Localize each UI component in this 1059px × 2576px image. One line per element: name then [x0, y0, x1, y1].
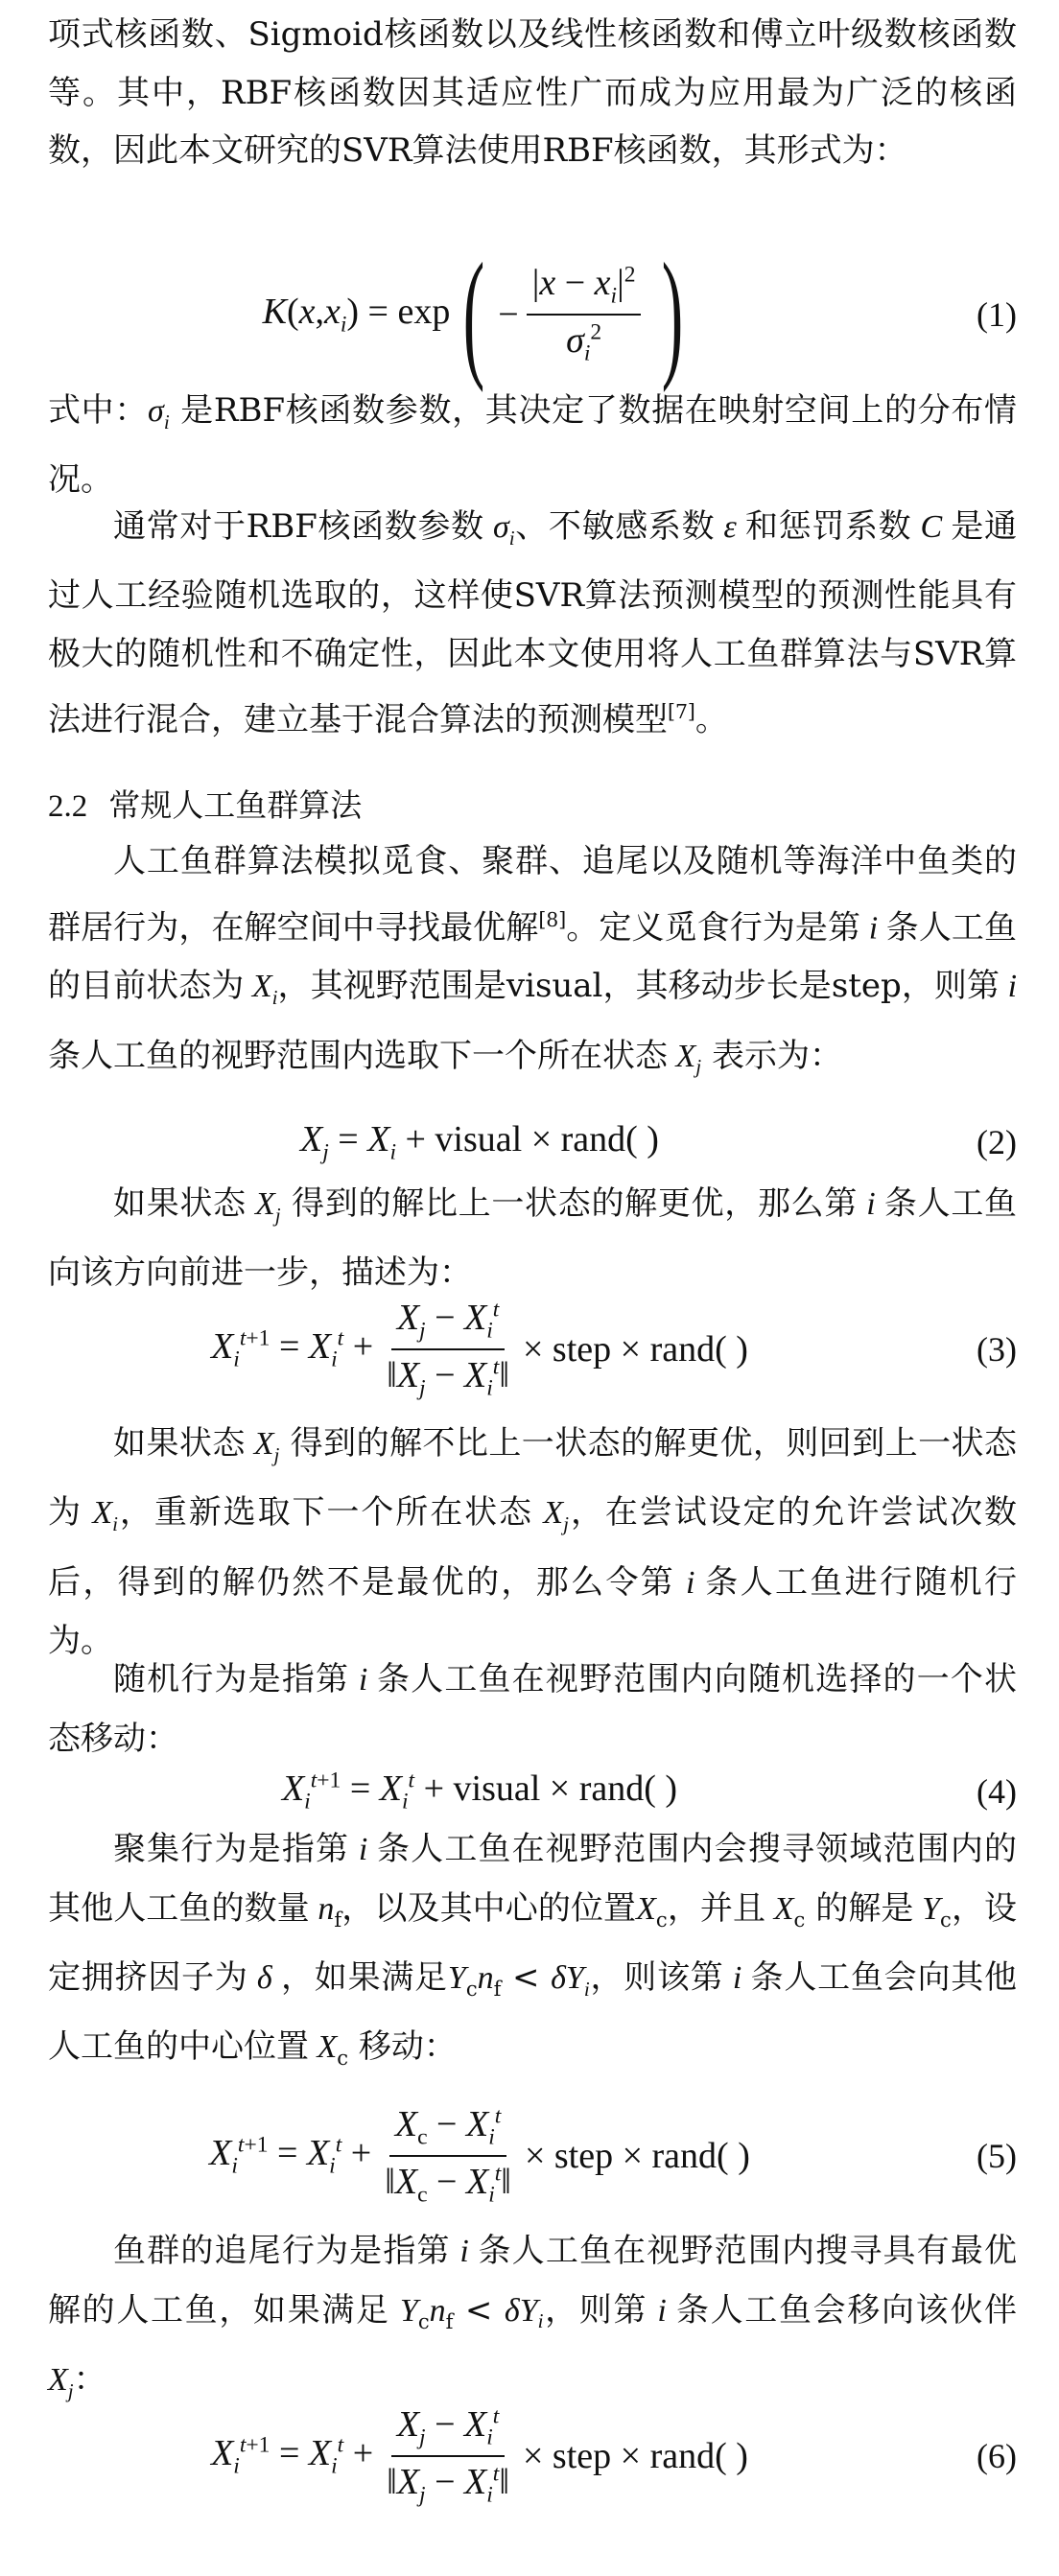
paragraph-return: 如果状态 $X_j$ 得到的解不比上一状态的解更优，则回到上一状态为 $X_i$，重新选取下一个所在状态 $X_j$，在尝试设定的允许尝试次数后，得到的解仍然不是最优的，那么令第 i 条人工鱼进行随机行为。: [48, 1424, 1018, 1661]
text-span: 。定义觅食行为是第: [566, 907, 861, 947]
text-span: 的解是: [815, 1888, 914, 1928]
text-span: 、不敏感系数: [514, 507, 716, 546]
paragraph-random: 随机行为是指第 i 条人工鱼在视野范围内向随机选择的一个状态移动：: [48, 1660, 1018, 1758]
text-span: 鱼群的追尾行为是指第: [113, 2232, 451, 2270]
section-heading: [48, 777, 1017, 835]
equation-3: [48, 1297, 1017, 1402]
equation-6: [48, 2403, 1017, 2509]
text-span: 是RBF核函数参数，其决定了数据在映射空间上的分布情况。: [48, 391, 1018, 500]
text-span: 聚集行为是指第: [113, 1830, 350, 1868]
equation-body: $X_i^{t+1} = X_i^t$ + $\frac{X_j - X_i^t}{‖X_j - X_i^t‖}$ × step × rand( ): [211, 1297, 748, 1401]
text-span: ，在尝试设定的允许尝试次数后，得到的解仍然不是最优的，那么令第: [48, 1493, 1018, 1602]
equation-number: (3): [977, 1330, 1017, 1369]
text-span: 得到的解比上一状态的解更优，那么第: [292, 1184, 859, 1223]
equation-body: $X_j = X_i$ + visual × rand( ): [300, 1119, 659, 1165]
paragraph-foraging: 人工鱼群算法模拟觅食、聚群、追尾以及随机等海洋中鱼类的群居行为，在解空间中寻找最优解[8]。定义觅食行为是第 i 条人工鱼的目前状态为 $X_i$，其视野范围是visual，其移动步长是step，则第 i 条人工鱼的视野范围内选取下一个所在状态 $X_j$ 表示为：: [48, 842, 1018, 1079]
text-span: 如果状态: [113, 1424, 246, 1463]
text-span: 。: [694, 700, 728, 739]
paragraph-following: 鱼群的追尾行为是指第 i 条人工鱼在视野范围内搜寻具有最优解的人工鱼，如果满足 $Y_cn_f < \delta Y_i$，则第 i 条人工鱼会移向该伙伴 $X_j$：: [48, 2232, 1018, 2402]
text-span: ，并且: [667, 1888, 766, 1928]
text-span: 条人工鱼的视野范围内选取下一个所在状态: [48, 1036, 668, 1075]
equation-body: $X_i^{t+1} = X_i^t$ + visual × rand( ): [281, 1768, 678, 1815]
text-span: 条人工鱼向该方向前进一步，描述为：: [48, 1184, 1018, 1293]
text-span: 条人工鱼在视野范围内会搜寻领域范围内的其他人工鱼的数量: [48, 1830, 1018, 1928]
text-span: 是通过人工经验随机选取的，这样使SVR算法预测模型的预测性能具有极大的随机性和不确定性，因此本文使用将人工鱼群算法与SVR算法进行混合，建立基于混合算法的预测模型: [48, 507, 1018, 739]
paragraph-parameters: 通常对于RBF核函数参数 $\sigma_i$、不敏感系数 ε 和惩罚系数 C 是通过人工经验随机选取的，这样使SVR算法预测模型的预测性能具有极大的随机性和不确定性，因此本文使用将人工鱼群算法与SVR算法进行混合，建立基于混合算法的预测模型[7]。: [48, 507, 1018, 739]
paragraph-kernel-intro: [48, 6, 1017, 180]
text-span: 如果状态: [113, 1184, 247, 1223]
text-span: 条人工鱼进行随机行为。: [48, 1562, 1018, 1661]
citation: [8]: [538, 907, 567, 931]
text-span: ，则第: [543, 2290, 648, 2330]
text-span: 随机行为是指第: [113, 1660, 350, 1698]
equation-body: $K(x,x_i) = \exp$ ( − $\frac{|x - x_i|^2}{\sigma_i^2}$ ): [262, 234, 684, 393]
citation: [7]: [668, 700, 695, 724]
equation-number: (6): [977, 2437, 1017, 2475]
text-span: ，重新选取下一个所在状态: [117, 1493, 533, 1533]
paragraph-forward: 如果状态 $X_j$ 得到的解比上一状态的解更优，那么第 i 条人工鱼向该方向前进一步，描述为：: [48, 1184, 1018, 1293]
section-number: 2.2: [48, 789, 88, 824]
text-span: 和惩罚系数: [745, 507, 912, 546]
text-span: ，则该第: [589, 1957, 724, 1997]
text-span: 得到的解不比上一状态的解更优，则回到上一状态为: [48, 1424, 1018, 1533]
equation-5: [48, 2103, 1017, 2209]
text-span: ，设定拥挤因子为: [48, 1888, 1018, 1997]
equation-body: $X_i^{t+1} = X_i^t$ + $\frac{X_c - X_i^t}{‖X_c - X_i^t‖}$ × step × rand( ): [209, 2103, 750, 2208]
text-span: ，其视野范围是visual，其移动步长是step，则第: [277, 967, 1000, 1006]
paragraph-sigma: 式中：$\sigma_i$ 是RBF核函数参数，其决定了数据在映射空间上的分布情况。: [48, 391, 1018, 500]
equation-4: [48, 1763, 1017, 1820]
text-span: 条人工鱼会移向该伙伴: [675, 2290, 1017, 2330]
text-span: 条人工鱼在视野范围内搜寻具有最优解的人工鱼，如果满足: [48, 2232, 1018, 2330]
equation-number: (2): [977, 1123, 1017, 1161]
equation-1: [48, 234, 1017, 393]
text-span: 表示为：: [711, 1036, 842, 1075]
section-title: 常规人工鱼群算法: [108, 786, 363, 824]
equation-number: (5): [977, 2137, 1017, 2175]
text-span: ，以及其中心的位置: [341, 1888, 637, 1928]
equation-body: $X_i^{t+1} = X_i^t$ + $\frac{X_j - X_i^t}{‖X_j - X_i^t‖}$ × step × rand( ): [211, 2403, 748, 2508]
text-span: 式中：: [48, 391, 149, 430]
paragraph-gathering: 聚集行为是指第 i 条人工鱼在视野范围内会搜寻领域范围内的其他人工鱼的数量 $n_f$，以及其中心的位置$X_c$，并且 $X_c$ 的解是 $Y_c$，设定拥挤因子为 δ ，如果满足$Y_cn_f < \delta Y_i$，则该第 i 条人工鱼会向其他人工鱼的中心位置 $X_c$ 移动：: [48, 1830, 1018, 2070]
equation-2: [48, 1112, 1017, 1172]
text-span: 条人工鱼的目前状态为: [48, 907, 1017, 1006]
text-span: 移动：: [358, 2027, 457, 2067]
paragraph-text: 项式核函数、Sigmoid核函数以及线性核函数和傅立叶级数核函数等。其中，RBF核函数因其适应性广而成为应用最为广泛的核函数，因此本文研究的SVR算法使用RBF核函数，其形式为：: [48, 15, 1017, 170]
equation-number: (1): [977, 294, 1017, 334]
text-span: 人工鱼群算法模拟觅食、聚群、追尾以及随机等海洋中鱼类的群居行为，在解空间中寻找最优解: [48, 842, 1017, 947]
text-span: ，如果满足: [281, 1957, 448, 1997]
equation-number: (4): [977, 1772, 1017, 1811]
text-span: ：: [73, 2359, 106, 2399]
text-span: 条人工鱼在视野范围内向随机选择的一个状态移动：: [48, 1660, 1018, 1758]
text-span: 条人工鱼会向其他人工鱼的中心位置: [48, 1957, 1018, 2067]
text-span: 通常对于RBF核函数参数: [113, 507, 484, 546]
